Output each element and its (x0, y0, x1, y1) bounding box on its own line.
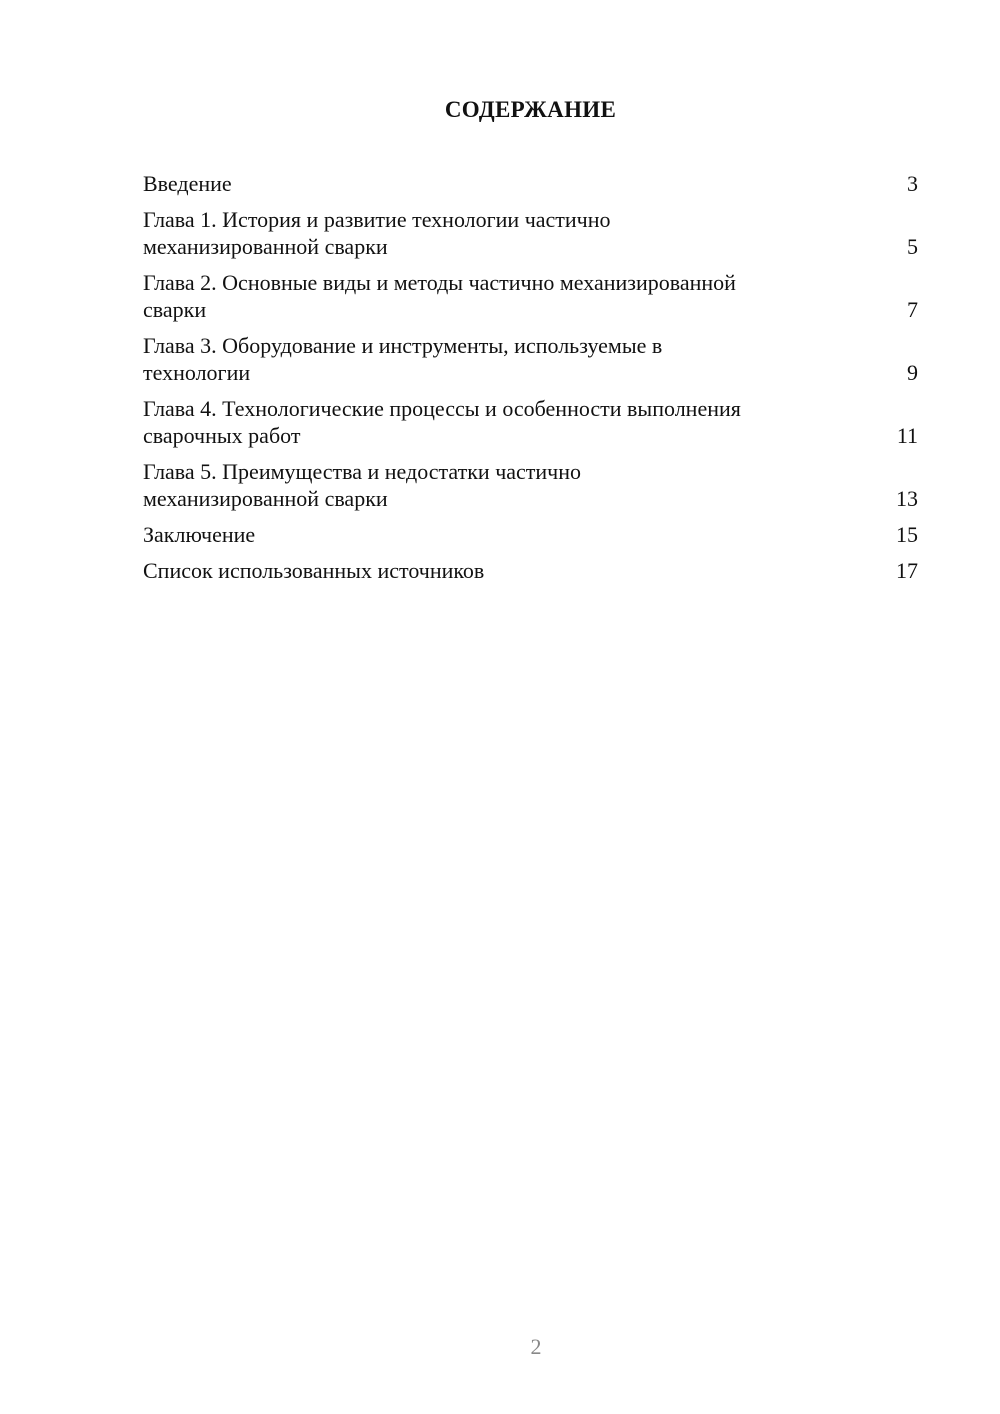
toc-page-number: 9 (907, 360, 918, 385)
toc-entry-text (143, 557, 484, 584)
toc-page-number: 7 (907, 297, 918, 322)
toc-entry-chapter-2 (143, 269, 918, 323)
toc-entry-text (143, 206, 611, 260)
page-number: 2 (530, 1334, 542, 1359)
toc-entry-chapter-1 (143, 206, 918, 260)
table-of-contents (143, 170, 918, 593)
toc-entry-line: Глава 1. История и развитие технологии частично (143, 207, 611, 232)
toc-entry-text (143, 332, 662, 386)
toc-page-number: 3 (907, 171, 918, 196)
toc-entry-line: технологии (143, 360, 251, 385)
toc-entry-line: сварки (143, 297, 207, 322)
toc-entry-line: Глава 2. Основные виды и методы частично механизированной (143, 270, 736, 295)
toc-page-number: 13 (896, 486, 918, 511)
toc-page-number: 5 (907, 234, 918, 259)
toc-entry-line: сварочных работ (143, 423, 301, 448)
toc-entry-line: Заключение (143, 522, 256, 547)
toc-entry-text (143, 395, 741, 449)
toc-entry-text (143, 458, 581, 512)
toc-page-number: 11 (896, 423, 918, 448)
toc-entry-references (143, 557, 918, 584)
toc-page-number: 15 (896, 522, 918, 547)
toc-entry-line: Введение (143, 171, 232, 196)
toc-entry-introduction (143, 170, 918, 197)
toc-entry-text (143, 269, 736, 323)
toc-entry-line: Глава 5. Преимущества и недостатки частично (143, 459, 582, 484)
toc-entry-text (143, 521, 255, 548)
toc-entry-line: механизированной сварки (143, 486, 388, 511)
toc-entry-line: механизированной сварки (143, 234, 388, 259)
toc-page-number: 17 (896, 558, 918, 583)
toc-entry-chapter-4 (143, 395, 918, 449)
toc-entry-line: Список использованных источников (143, 558, 485, 583)
toc-entry-line: Глава 4. Технологические процессы и особенности выполнения (143, 396, 741, 421)
toc-entry-chapter-3 (143, 332, 918, 386)
page-title: СОДЕРЖАНИЕ (444, 97, 617, 122)
toc-entry-text (143, 170, 232, 197)
toc-entry-line: Глава 3. Оборудование и инструменты, используемые в (143, 333, 663, 358)
toc-entry-chapter-5 (143, 458, 918, 512)
toc-entry-conclusion (143, 521, 918, 548)
